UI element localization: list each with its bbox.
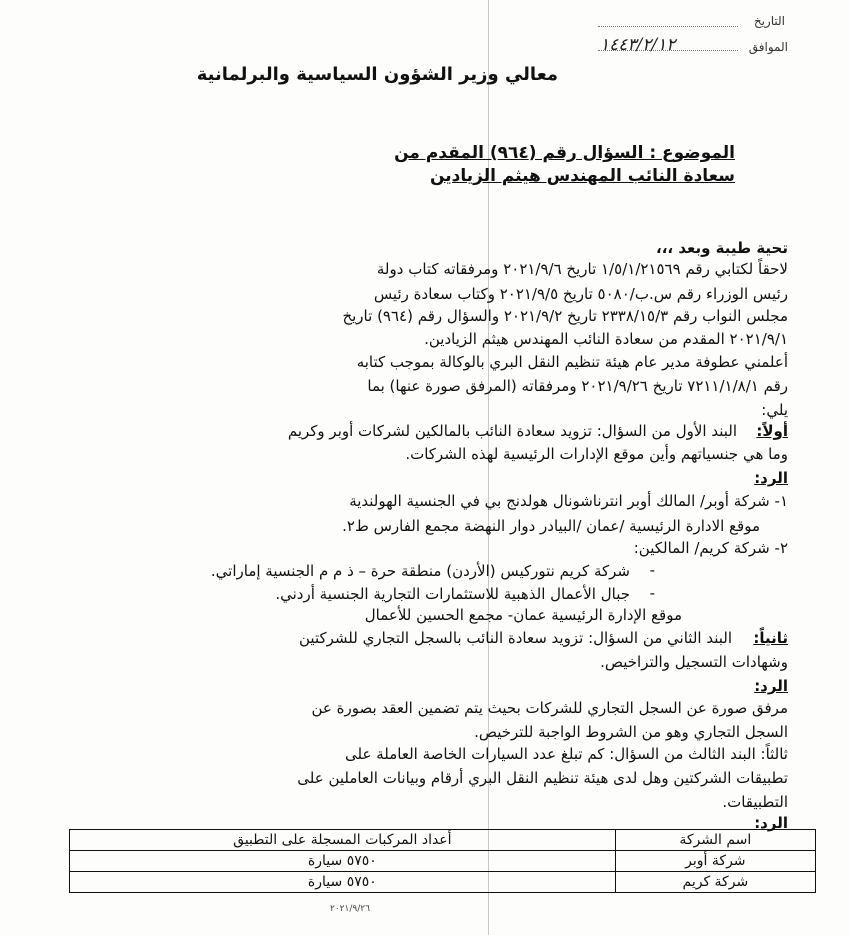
- item3-line3: التطبيقات.: [722, 793, 788, 811]
- reply1-item2-hq: موقع الإدارة الرئيسية عمان- مجمع الحسين للأعمال: [364, 606, 682, 624]
- table-row: [70, 851, 816, 872]
- table-header-row: [70, 830, 816, 851]
- header-vehicle-count: أعداد المركبات المسجلة على التطبيق: [70, 830, 616, 851]
- bullet-marker-1: -: [649, 561, 655, 579]
- item1-label: أولاً:: [756, 422, 788, 440]
- corresponding-label: الموافق: [748, 40, 788, 54]
- item3-line1: ثالثاً: البند الثالث من السؤال: كم تبلغ عدد السيارات الخاصة العاملة على: [345, 745, 788, 763]
- recipient-title: معالي وزير الشؤون السياسية والبرلمانية: [196, 64, 558, 85]
- para2-line1: أعلمني عطوفة مدير عام هيئة تنظيم النقل البري بالوكالة بموجب كتابه: [356, 353, 788, 371]
- reply3-label: الرد:: [754, 814, 788, 832]
- para2-line2: رقم ٧٢١١/١/٨/١ تاريخ ٢٠٢١/٩/٢٦ ومرفقاته (المرفق صورة عنها) بما: [367, 377, 788, 395]
- subject-line-2: سعادة النائب المهندس هيثم الزيادين: [429, 166, 735, 186]
- para1-line1: لاحقاً لكتابي رقم ١/٥/١/٢١٥٦٩ تاريخ ٢٠٢١/٩/٦ ومرفقاته كتاب دولة: [376, 260, 788, 278]
- item3-line2: تطبيقات الشركتين وهل لدى هيئة تنظيم النقل البري أرقام وبيانات العاملين على: [297, 769, 788, 787]
- header-company: اسم الشركة: [615, 830, 815, 851]
- reply1-item2-bullet2: جبال الأعمال الذهبية للاستثمارات التجارية الجنسية أردني.: [275, 585, 630, 603]
- reply1-item1-line2: موقع الادارة الرئيسية /عمان /البيادر دوار النهضة مجمع الفارس ط٢.: [342, 517, 760, 535]
- page-footer-mark: ٢٠٢١/٩/٢٦: [330, 904, 370, 914]
- para1-line4: ٢٠٢١/٩/١ المقدم من سعادة النائب المهندس هيثم الزيادين.: [424, 330, 788, 348]
- date-line: [598, 26, 738, 27]
- vehicles-table: [69, 829, 816, 893]
- table-row: [70, 872, 816, 893]
- reply1-label: الرد:: [754, 469, 788, 487]
- para1-line2: رئيس الوزراء رقم س.ب/٥٠٨٠ تاريخ ٢٠٢١/٩/٥ وكتاب سعادة رئيس: [373, 285, 788, 303]
- reply1-item2-line1: ٢- شركة كريم/ المالكين:: [633, 539, 788, 557]
- row-company: شركة كريم: [615, 872, 815, 893]
- handwritten-hijri-date: ١٤٤٣/٢/١٢: [600, 35, 676, 55]
- row-vehicle-count: ٥٧٥٠ سيارة: [70, 872, 616, 893]
- greeting: تحية طيبة وبعد ،،،: [656, 239, 788, 257]
- reply2-label: الرد:: [754, 677, 788, 695]
- bullet-marker-2: -: [649, 584, 655, 602]
- item2-label: ثانياً:: [753, 629, 788, 647]
- page-fold-line: [488, 0, 489, 935]
- reply2-line2: السجل التجاري وهو من الشروط الواجبة للترخيص.: [474, 723, 788, 741]
- subject-line-1: الموضوع : السؤال رقم (٩٦٤) المقدم من: [394, 143, 735, 163]
- date-label: التاريخ: [753, 14, 785, 28]
- para1-line3: مجلس النواب رقم ٢٣٣٨/١٥/٣ تاريخ ٢٠٢١/٩/٢ والسؤال رقم (٩٦٤) تاريخ: [342, 307, 788, 325]
- item1-line1: البند الأول من السؤال: تزويد سعادة النائب بالمالكين لشركات أوبر وكريم: [287, 422, 737, 440]
- reply2-line1: مرفق صورة عن السجل التجاري للشركات بحيث يتم تضمين العقد بصورة عن: [311, 699, 788, 717]
- reply1-item2-bullet1: شركة كريم نتوركيس (الأردن) منطقة حرة – ذ م م الجنسية إماراتي.: [210, 562, 630, 580]
- para2-line3: يلي:: [761, 401, 788, 419]
- item2-line2: وشهادات التسجيل والتراخيص.: [600, 653, 788, 671]
- reply1-item1-line1: ١- شركة أوبر/ المالك أوبر انترناشونال هولدنج بي في الجنسية الهولندية: [349, 492, 788, 510]
- item2-line1: البند الثاني من السؤال: تزويد سعادة النائب بالسجل التجاري للشركتين: [299, 629, 732, 647]
- row-vehicle-count: ٥٧٥٠ سيارة: [70, 851, 616, 872]
- item1-line2: وما هي جنسياتهم وأين موقع الإدارات الرئيسية لهذه الشركات.: [405, 445, 788, 463]
- row-company: شركة أوبر: [615, 851, 815, 872]
